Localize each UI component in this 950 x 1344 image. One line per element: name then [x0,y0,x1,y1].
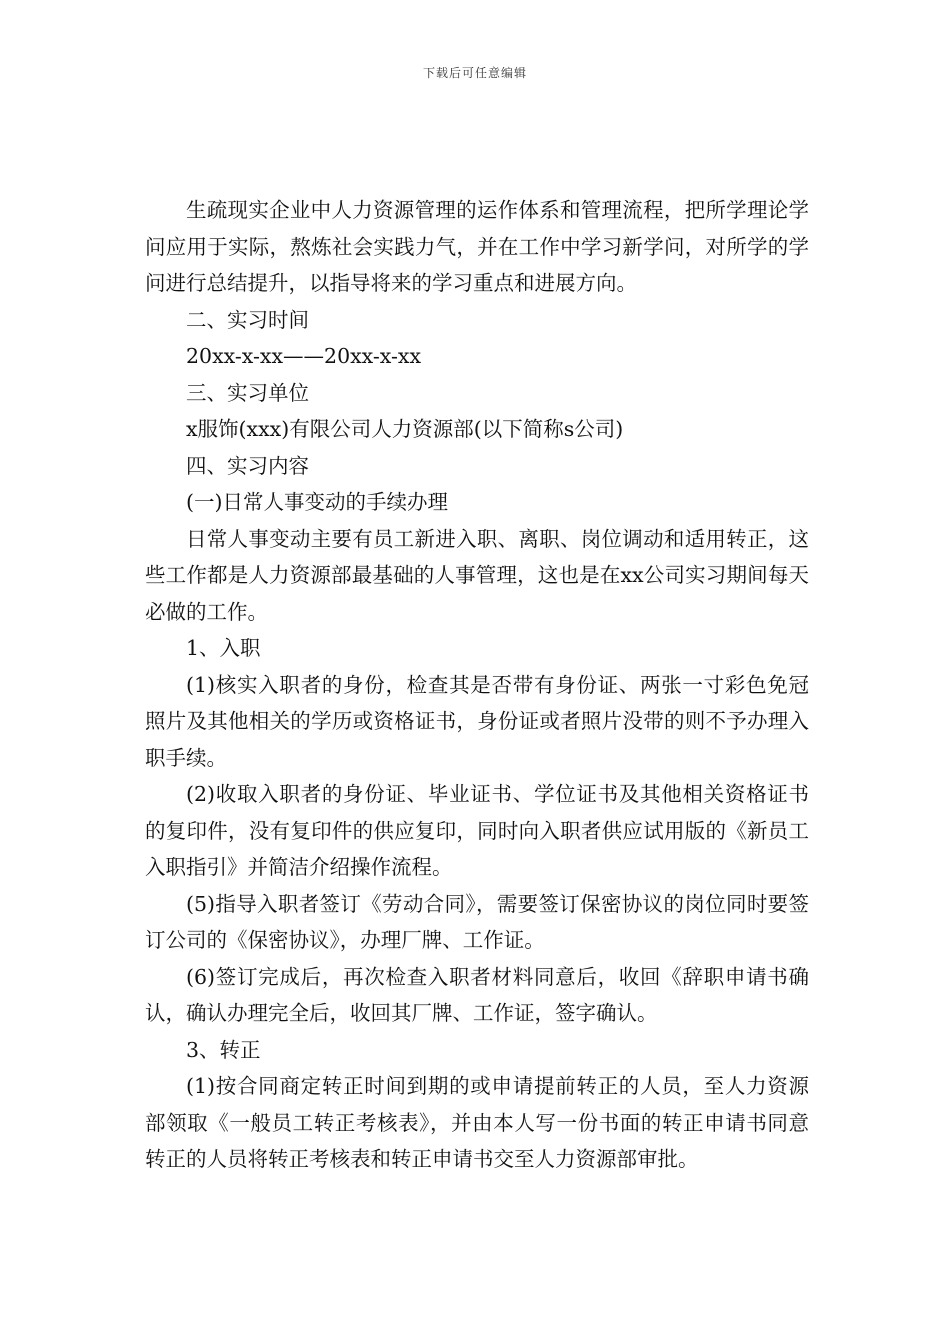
paragraph-onboarding-step-1: (1)核实入职者的身份，检查其是否带有身份证、两张一寸彩色免冠照片及其他相关的学历或资格证书，身份证或者照片没带的则不予办理入职手续。 [145,672,809,770]
paragraph-purpose: 生疏现实企业中人力资源管理的运作体系和管理流程，把所学理论学问应用于实际，熬炼社会实践力气，并在工作中学习新学问，对所学的学问进行总结提升，以指导将来的学习重点和进展方向。 [145,198,809,295]
paragraph-onboarding-step-5: (5)指导入职者签订《劳动合同》，需要签订保密协议的岗位同时要签订公司的《保密协议》，办理厂牌、工作证。 [145,891,809,952]
paragraph-personnel-changes: 日常人事变动主要有员工新进入职、离职、岗位调动和适用转正，这些工作都是人力资源部最基础的人事管理，这也是在xx公司实习期间每天必做的工作。 [145,526,809,624]
heading-internship-time: 二、实习时间 [186,307,309,332]
paragraph-internship-dates: 20xx-x-xx——20xx-x-xx [186,344,422,368]
document-body [145,192,809,1178]
paragraph-onboarding-step-6: (6)签订完成后，再次检查入职者材料同意后，收回《辞职申请书确认，确认办理完全后，收回其厂牌、工作证，签字确认。 [145,964,809,1025]
heading-internship-content: 四、实习内容 [186,453,309,478]
paragraph-internship-company: x服饰(xxx)有限公司人力资源部(以下简称s公司) [186,417,624,441]
page-header: 下载后可任意编辑 [422,66,527,80]
heading-internship-unit: 三、实习单位 [186,380,309,405]
heading-regularization: 3、转正 [186,1037,261,1062]
heading-onboarding: 1、入职 [186,636,261,660]
subheading-personnel-changes: (一)日常人事变动的手续办理 [186,490,448,514]
paragraph-onboarding-step-2: (2)收取入职者的身份证、毕业证书、学位证书及其他相关资格证书的复印件，没有复印件的供应复印，同时向入职者供应试用版的《新员工入职指引》并简洁介绍操作流程。 [145,782,809,879]
paragraph-regularization-step-1: (1)按合同商定转正时间到期的或申请提前转正的人员，至人力资源部领取《一般员工转正考核表》，并由本人写一份书面的转正申请书同意转正的人员将转正考核表和转正申请书交至人力资源部审批。 [145,1074,809,1171]
